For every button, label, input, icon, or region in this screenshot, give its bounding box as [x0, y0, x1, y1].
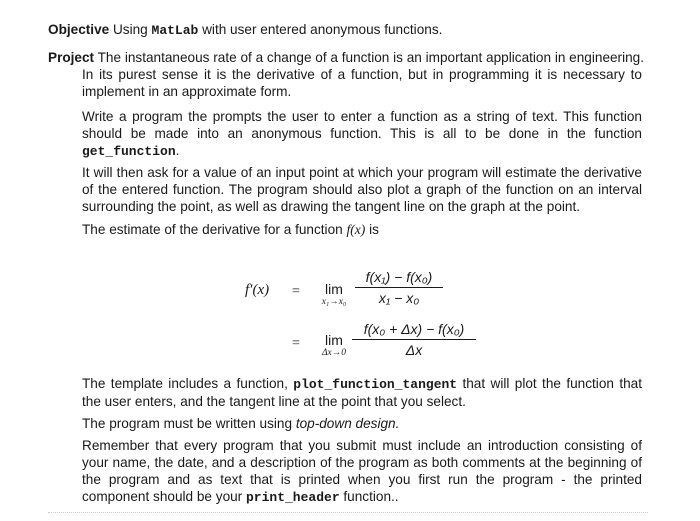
project-p2-code: get_function	[82, 144, 176, 159]
limit-2-sub: Δx→0	[321, 348, 347, 358]
limit-1-sub: x₁→x₀	[321, 297, 347, 307]
equals-1-text: =	[292, 284, 300, 299]
fraction-2-bar	[352, 339, 476, 340]
project-first-line	[48, 49, 648, 66]
p7-before: Remember that every program that you submit must include an introduction consisting of your name, the date, and a description of the program as both comments at the beginning of the program and as text that is printed when you first run the program - the printed component should be your	[82, 438, 642, 504]
p5-before: The template includes a function,	[82, 376, 288, 391]
project-p4-end: is	[369, 222, 379, 237]
objective-text-before: Using	[112, 22, 152, 37]
objective-line	[48, 21, 648, 39]
limit-2	[316, 333, 352, 359]
limit-2-label: lim	[325, 332, 343, 348]
project-p4	[82, 221, 642, 238]
limit-1-label: lim	[325, 281, 343, 297]
project-p2	[82, 108, 642, 160]
derivative-lhs	[245, 282, 269, 299]
project-p4-math: f(x)	[346, 222, 366, 237]
project-p3-text: It will then ask for a value of an input point at which your program will estimate the derivative of the entered function. The program should also plot a graph of the function on an interval surrounding the point, as well as drawing the tangent line on the graph at the point.	[82, 165, 642, 214]
objective-text-after: with user entered anonymous functions.	[198, 22, 443, 37]
equals-2-text: =	[292, 336, 300, 351]
project-p1-line1: The instantaneous rate of a change of a function is an important application in engineering.	[97, 50, 645, 65]
project-p4-text: The estimate of the derivative for a function	[82, 222, 343, 237]
p5-code: plot_function_tangent	[293, 377, 458, 392]
p7-code: print_header	[246, 490, 340, 505]
limit-1	[316, 282, 352, 308]
p6-before: The program must be written using	[82, 416, 293, 431]
p6-emphasis: top-down design.	[295, 416, 400, 431]
p7-after: function..	[343, 489, 399, 504]
paragraph-top-down	[82, 415, 642, 432]
project-p2-end: .	[175, 143, 180, 158]
project-p1-rest	[82, 66, 642, 100]
bottom-divider	[48, 512, 648, 513]
fraction-2	[352, 320, 476, 359]
fraction-1-bar	[355, 287, 443, 288]
fraction-1	[355, 268, 443, 307]
project-p1-rest-text: In its purest sense it is the derivative of a function, but in programming it is necessary to implement in an approximate form.	[82, 67, 642, 99]
derivative-lhs-text: f′(x)	[245, 282, 270, 298]
project-p3	[82, 164, 642, 215]
fraction-1-denominator: x₁ − x₀	[378, 290, 420, 306]
fraction-1-numerator: f(x₁) − f(x₀)	[365, 269, 433, 285]
paragraph-remember	[82, 437, 642, 506]
equals-sign-2	[292, 335, 300, 352]
fraction-2-numerator: f(x₀ + Δx) − f(x₀)	[363, 321, 465, 337]
paragraph-template	[82, 375, 642, 410]
fraction-2-denominator: Δx	[405, 342, 423, 358]
objective-code: MatLab	[151, 23, 199, 38]
p5-after: that will plot the function that the user enters, and the tangent line at the point that you select.	[82, 376, 642, 409]
objective-label: Objective	[48, 22, 110, 37]
equals-sign-1	[292, 283, 300, 300]
project-p2-text: Write a program the prompts the user to enter a function as a string of text. This function should be made into an anonymous function. This is all to be done in the function	[82, 109, 642, 141]
project-label: Project	[48, 50, 95, 65]
